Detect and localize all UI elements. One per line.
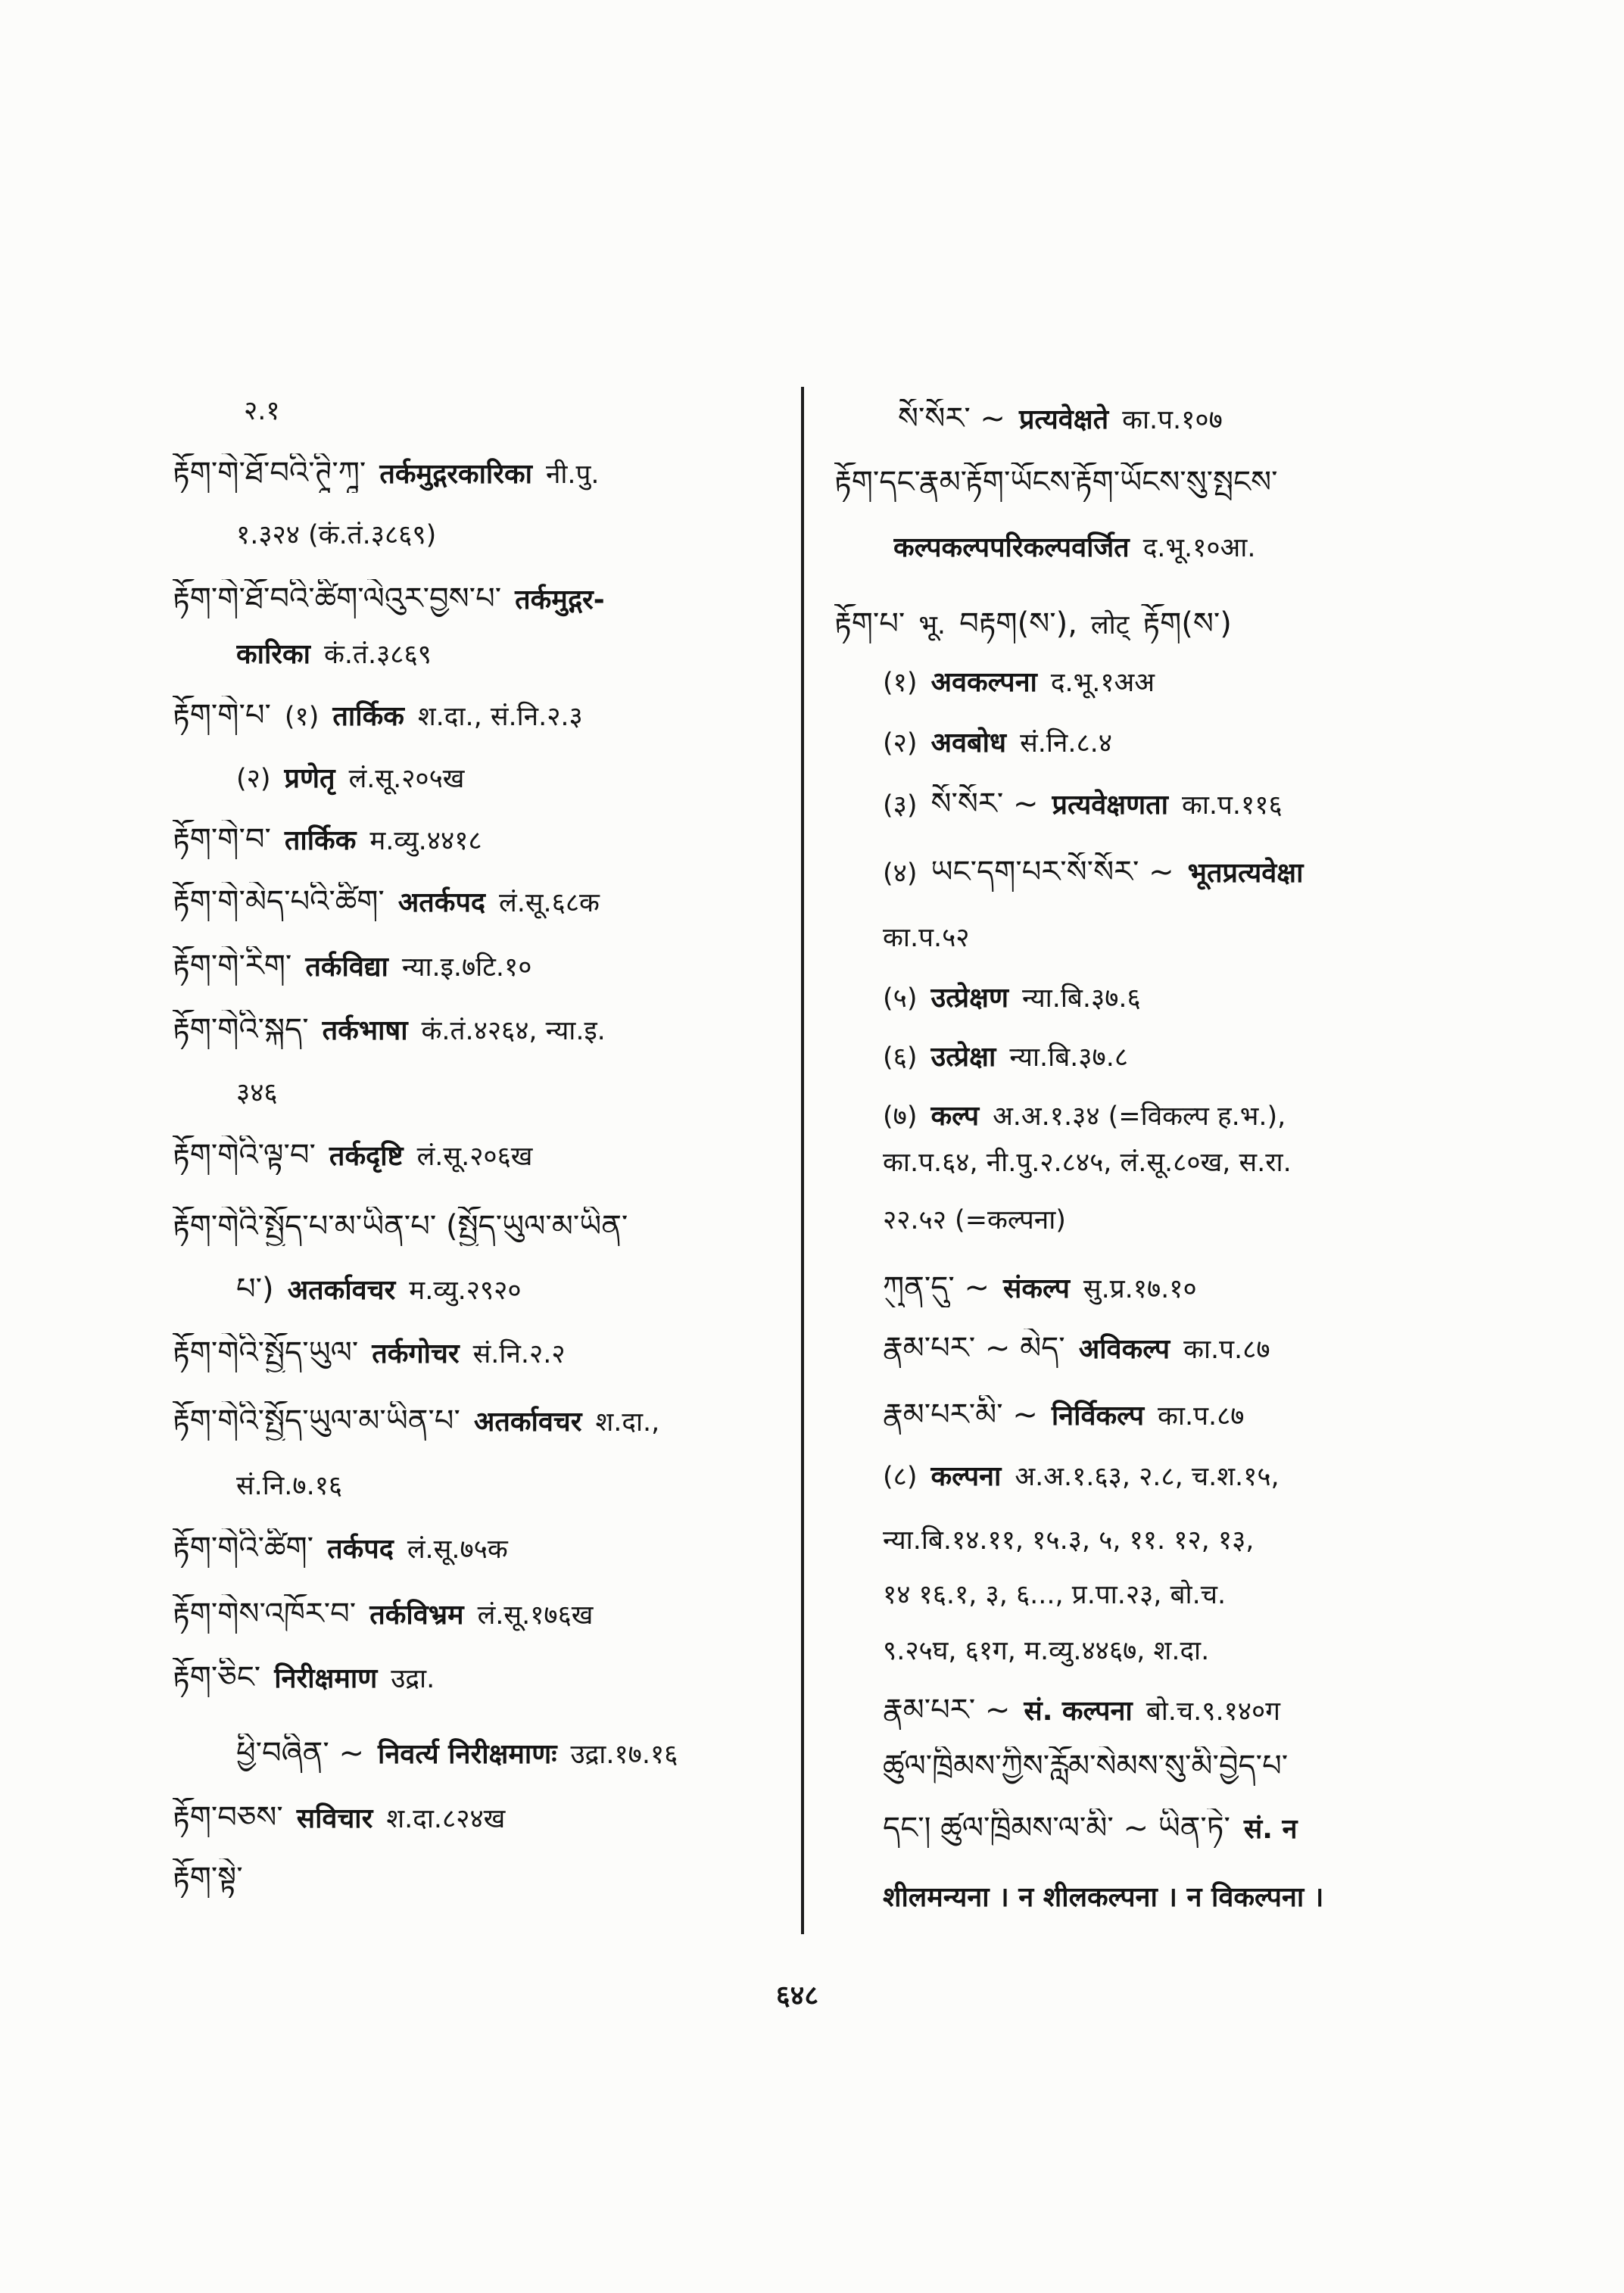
reference-text: लं.सू.१७६ख	[477, 1600, 594, 1631]
tibetan-text: ཡང་དག་པར་སོ་སོར་ ~	[930, 855, 1174, 889]
entry-line	[236, 516, 780, 555]
entry-line	[173, 946, 780, 986]
sanskrit-term: सं. न	[1243, 1814, 1298, 1845]
reference-text: लं.सू.२०६ख	[416, 1142, 533, 1172]
reference-text: का.प.५२	[883, 923, 970, 953]
sanskrit-term: सविचार	[296, 1803, 373, 1834]
reference-text: नी.पु.	[545, 460, 600, 490]
sanskrit-term: अवबोध	[930, 727, 1007, 759]
entry-line	[883, 1097, 1488, 1136]
sanskrit-term: तर्कभाषा	[322, 1015, 408, 1046]
entry-line	[236, 635, 780, 675]
reference-text: न्या.बि.३७.८	[1009, 1042, 1129, 1073]
reference-text: (५)	[883, 983, 918, 1014]
entry-line	[173, 579, 780, 618]
tibetan-text: ཕྱི་བཞིན་ ~	[236, 1736, 364, 1771]
entry-line	[244, 391, 780, 431]
sanskrit-term: शीलमन्यना । न शीलकल्पना । न विकल्पना ।	[883, 1882, 1324, 1913]
entry-line	[883, 1268, 1488, 1307]
entry-line	[236, 1466, 780, 1506]
reference-text: लोट्	[1090, 610, 1130, 640]
entry-line	[173, 1333, 780, 1372]
reference-text: सं.नि.७.१६	[236, 1471, 343, 1501]
sanskrit-term: निर्विकल्प	[1051, 1400, 1145, 1432]
tibetan-text: རྟོག་གེ་ཐོ་བའི་ཊཱི་ཀཱ་	[173, 456, 366, 491]
reference-text: (२)	[236, 764, 271, 794]
sanskrit-term: प्रणेतृ	[284, 763, 335, 794]
tibetan-text: རྟོག་གེ་བ་	[173, 822, 271, 857]
reference-text: (६)	[883, 1042, 918, 1073]
reference-text: न्या.इ.७टि.१०	[401, 952, 532, 983]
tibetan-text: ཚུལ་ཁྲིམས་ཀྱིས་རློམ་སེམས་སུ་མི་བྱེད་པ་	[883, 1749, 1289, 1784]
tibetan-text: རྣམ་པར་མི་ ~	[883, 1397, 1038, 1432]
reference-text: अ.अ.१.३४ (=विकल्प ह.भ.),	[993, 1101, 1286, 1132]
entry-line	[883, 1878, 1488, 1918]
entry-line	[883, 852, 1488, 892]
tibetan-text: རྟོག་གེ་ཐོ་བའི་ཚིག་ལེའུར་བྱས་པ་	[173, 581, 502, 616]
reference-text: का.प.६४, नी.पु.२.८४५, लं.सू.८०ख, स.रा.	[883, 1148, 1292, 1178]
entry-line	[883, 784, 1488, 824]
entry-line	[236, 1270, 780, 1309]
entry-line	[883, 1201, 1488, 1240]
entry-line	[883, 979, 1488, 1018]
reference-text: (२)	[883, 728, 918, 759]
entry-line	[236, 1073, 780, 1113]
entry-line	[173, 1136, 780, 1175]
sanskrit-term: तर्कगोचर	[372, 1338, 460, 1369]
tibetan-text: པ་)	[236, 1272, 274, 1307]
sanskrit-term: अविकल्प	[1078, 1334, 1170, 1365]
reference-text: का.प.८७	[1158, 1401, 1245, 1432]
entry-line	[173, 453, 780, 493]
reference-text: कं.तं.४२६४, न्या.इ.	[421, 1016, 606, 1046]
tibetan-text: རྟོག་དང་རྣམ་རྟོག་ཡོངས་རྟོག་ཡོངས་སུ་སྤངས་	[834, 465, 1278, 500]
reference-text: (७)	[883, 1101, 918, 1132]
entry-line	[173, 820, 780, 859]
tibetan-text: རྟོག་གེ་རིག་	[173, 949, 292, 983]
sanskrit-term: सं. कल्पना	[1024, 1696, 1133, 1727]
tibetan-text: རྟོག(ས་)	[1142, 606, 1232, 641]
reference-text: म.व्यु.२९२०	[409, 1276, 522, 1306]
entry-line	[883, 1457, 1488, 1497]
entry-line	[883, 1038, 1488, 1077]
tibetan-text: རྟོག་སྟེ་	[173, 1861, 243, 1896]
entry-line	[883, 1631, 1488, 1671]
sanskrit-term: कारिका	[236, 639, 310, 670]
entry-line	[173, 1658, 780, 1697]
reference-text: ३४६	[236, 1078, 278, 1108]
entry-line	[883, 1690, 1488, 1730]
reference-text: सं.नि.२.२	[472, 1339, 566, 1369]
reference-text: १.३२४ (कं.तं.३८६९)	[236, 520, 437, 550]
reference-text: (१)	[284, 702, 320, 732]
entry-line	[236, 759, 780, 799]
reference-text: (४)	[883, 858, 918, 889]
reference-text: २२.५२ (=कल्पना)	[883, 1205, 1066, 1235]
entry-line	[834, 604, 1488, 643]
tibetan-text: རྟོག་གེ་པ་	[173, 698, 271, 733]
sanskrit-term: तर्कमुद्गर-	[515, 584, 605, 615]
entry-line	[893, 528, 1488, 568]
entry-line	[173, 1798, 780, 1837]
sanskrit-term: अतर्कावचर	[287, 1275, 396, 1306]
tibetan-text: རྣམ་པར་ ~ མེད་	[883, 1331, 1065, 1366]
sanskrit-term: अतर्कावचर	[473, 1407, 582, 1438]
tibetan-text: རྟོག་བཅས་	[173, 1800, 283, 1835]
sanskrit-term: उत्प्रेक्षा	[930, 1042, 996, 1073]
reference-text: श.दा., सं.नि.२.३	[417, 702, 583, 732]
sanskrit-term: भूतप्रत्यवेक्षा	[1187, 858, 1304, 889]
tibetan-text: རྟོག་གེའི་སྤྱོད་ཡུལ་མ་ཡིན་པ་	[173, 1404, 460, 1438]
reference-text: का.प.८७	[1183, 1335, 1270, 1365]
reference-text: लं.सू.७५क	[407, 1534, 508, 1565]
reference-text: (८)	[883, 1462, 918, 1492]
sanskrit-term: तर्कविभ्रम	[369, 1600, 464, 1631]
entry-line	[834, 463, 1488, 502]
sanskrit-term: कल्पना	[930, 1461, 1002, 1492]
page-number: ६४८	[775, 1980, 819, 2011]
sanskrit-term: तर्कदृष्टि	[329, 1141, 404, 1172]
reference-text: द.भू.१०आ.	[1142, 533, 1256, 563]
entry-line	[883, 1143, 1488, 1182]
sanskrit-term: तार्किक	[284, 825, 357, 856]
entry-line	[173, 1207, 780, 1246]
sanskrit-term: निरीक्षमाण	[274, 1663, 378, 1694]
sanskrit-term: कल्पकल्पपरिकल्पवर्जित	[893, 532, 1130, 563]
sanskrit-term: अतर्कपद	[397, 887, 486, 918]
reference-text: द.भू.१अअ	[1050, 668, 1155, 698]
reference-text: श.दा.८२४ख	[386, 1804, 506, 1834]
reference-text: (१)	[883, 668, 918, 698]
tibetan-text: རྟོག་གེའི་ཚིག་	[173, 1531, 314, 1566]
reference-text: लं.सू.२०५ख	[348, 764, 465, 794]
tibetan-text: རྟོག་གེས་འཁོར་བ་	[173, 1597, 357, 1631]
reference-text: ९.२५घ, ६१ग, म.व्यु.४४६७, श.दा.	[883, 1636, 1210, 1666]
reference-text: १४ १६.१, ३, ६..., प्र.पा.२३, बो.च.	[883, 1580, 1227, 1610]
reference-text: उद्रा.१७.१६	[570, 1740, 678, 1770]
reference-text: लं.सू.६८क	[499, 888, 600, 918]
sanskrit-term: प्रत्यवेक्षते	[1018, 404, 1109, 435]
reference-text: कं.तं.३८६९	[324, 640, 432, 670]
reference-text: बो.च.९.१४०ग	[1146, 1696, 1280, 1727]
tibetan-text: རྟོག་གེའི་ལྟ་བ་	[173, 1138, 316, 1173]
entry-line	[883, 1395, 1488, 1435]
reference-text: उद्रा.	[391, 1664, 435, 1694]
entry-line	[173, 1401, 780, 1441]
sanskrit-term: प्रत्यवेक्षणता	[1052, 790, 1168, 821]
entry-line	[883, 1746, 1488, 1786]
tibetan-text: སོ་སོར་ ~	[930, 787, 1039, 821]
sanskrit-term: तर्कविद्या	[305, 952, 388, 983]
tibetan-text: རྟོག་གེ་མེད་པའི་ཚིག་	[173, 884, 385, 919]
tibetan-text: སོ་སོར་ ~	[898, 401, 1005, 436]
reference-text: का.प.११६	[1181, 790, 1283, 821]
column-divider	[801, 387, 804, 1934]
entry-line	[883, 724, 1488, 763]
tibetan-text: རྟོག་པ་	[834, 606, 906, 641]
reference-text: न्या.बि.१४.११, १५.३, ५, ११. १२, १३,	[883, 1525, 1255, 1556]
reference-text: भू.	[918, 610, 946, 640]
reference-text: न्या.बि.३७.६	[1022, 983, 1141, 1014]
entry-line	[883, 918, 1488, 958]
entry-line	[173, 882, 780, 921]
sanskrit-term: तार्किक	[332, 701, 404, 732]
tibetan-text: དང་། ཚུལ་ཁྲིམས་ལ་མི་ ~ ཡིན་ཏེ་	[883, 1811, 1230, 1846]
entry-line	[883, 1575, 1488, 1615]
tibetan-text: བརྟག(ས་),	[959, 606, 1077, 641]
sanskrit-term: अवकल्पना	[930, 667, 1037, 698]
entry-line	[236, 1734, 780, 1773]
entry-line	[883, 1809, 1488, 1848]
entry-line	[883, 1329, 1488, 1368]
reference-text: २.१	[244, 396, 280, 426]
entry-line	[883, 663, 1488, 703]
entry-line	[173, 1858, 780, 1898]
sanskrit-term: तर्कमुद्गरकारिका	[379, 459, 532, 490]
tibetan-text: རྟོག་གེའི་སྤྱོད་ཡུལ་	[173, 1335, 359, 1370]
reference-text: श.दा.,	[595, 1407, 660, 1438]
tibetan-text: རྣམ་པར་ ~	[883, 1693, 1011, 1728]
tibetan-text: ཀུན་དུ་ ~	[883, 1270, 990, 1305]
reference-text: अ.अ.१.६३, २.८, च.श.१५,	[1015, 1462, 1280, 1492]
tibetan-text: རྟོག་གེའི་སྐད་	[173, 1012, 309, 1047]
reference-text: सु.प्र.१७.१०	[1083, 1274, 1197, 1304]
entry-line	[883, 1521, 1488, 1560]
sanskrit-term: कल्प	[930, 1101, 980, 1132]
reference-text: (३)	[883, 790, 918, 821]
reference-text: सं.नि.८.४	[1020, 728, 1112, 759]
reference-text: का.प.१०७	[1122, 405, 1223, 435]
entry-line	[173, 1594, 780, 1634]
entry-line	[898, 399, 1488, 438]
tibetan-text: རྟོག་གེའི་སྤྱོད་པ་མ་ཡིན་པ་ (སྤྱོད་ཡུལ་མ་ཡིན་	[173, 1209, 628, 1244]
tibetan-text: རྟོག་ཅིང་	[173, 1660, 261, 1695]
sanskrit-term: तर्कपद	[327, 1534, 394, 1565]
reference-text: म.व्यु.४४१८	[369, 826, 482, 856]
entry-line	[173, 1010, 780, 1049]
sanskrit-term: उत्प्रेक्षण	[930, 983, 1009, 1014]
sanskrit-term: निवर्त्य निरीक्षमाणः	[378, 1739, 557, 1770]
entry-line	[173, 1528, 780, 1568]
sanskrit-term: संकल्प	[1003, 1273, 1070, 1304]
entry-line	[173, 696, 780, 735]
